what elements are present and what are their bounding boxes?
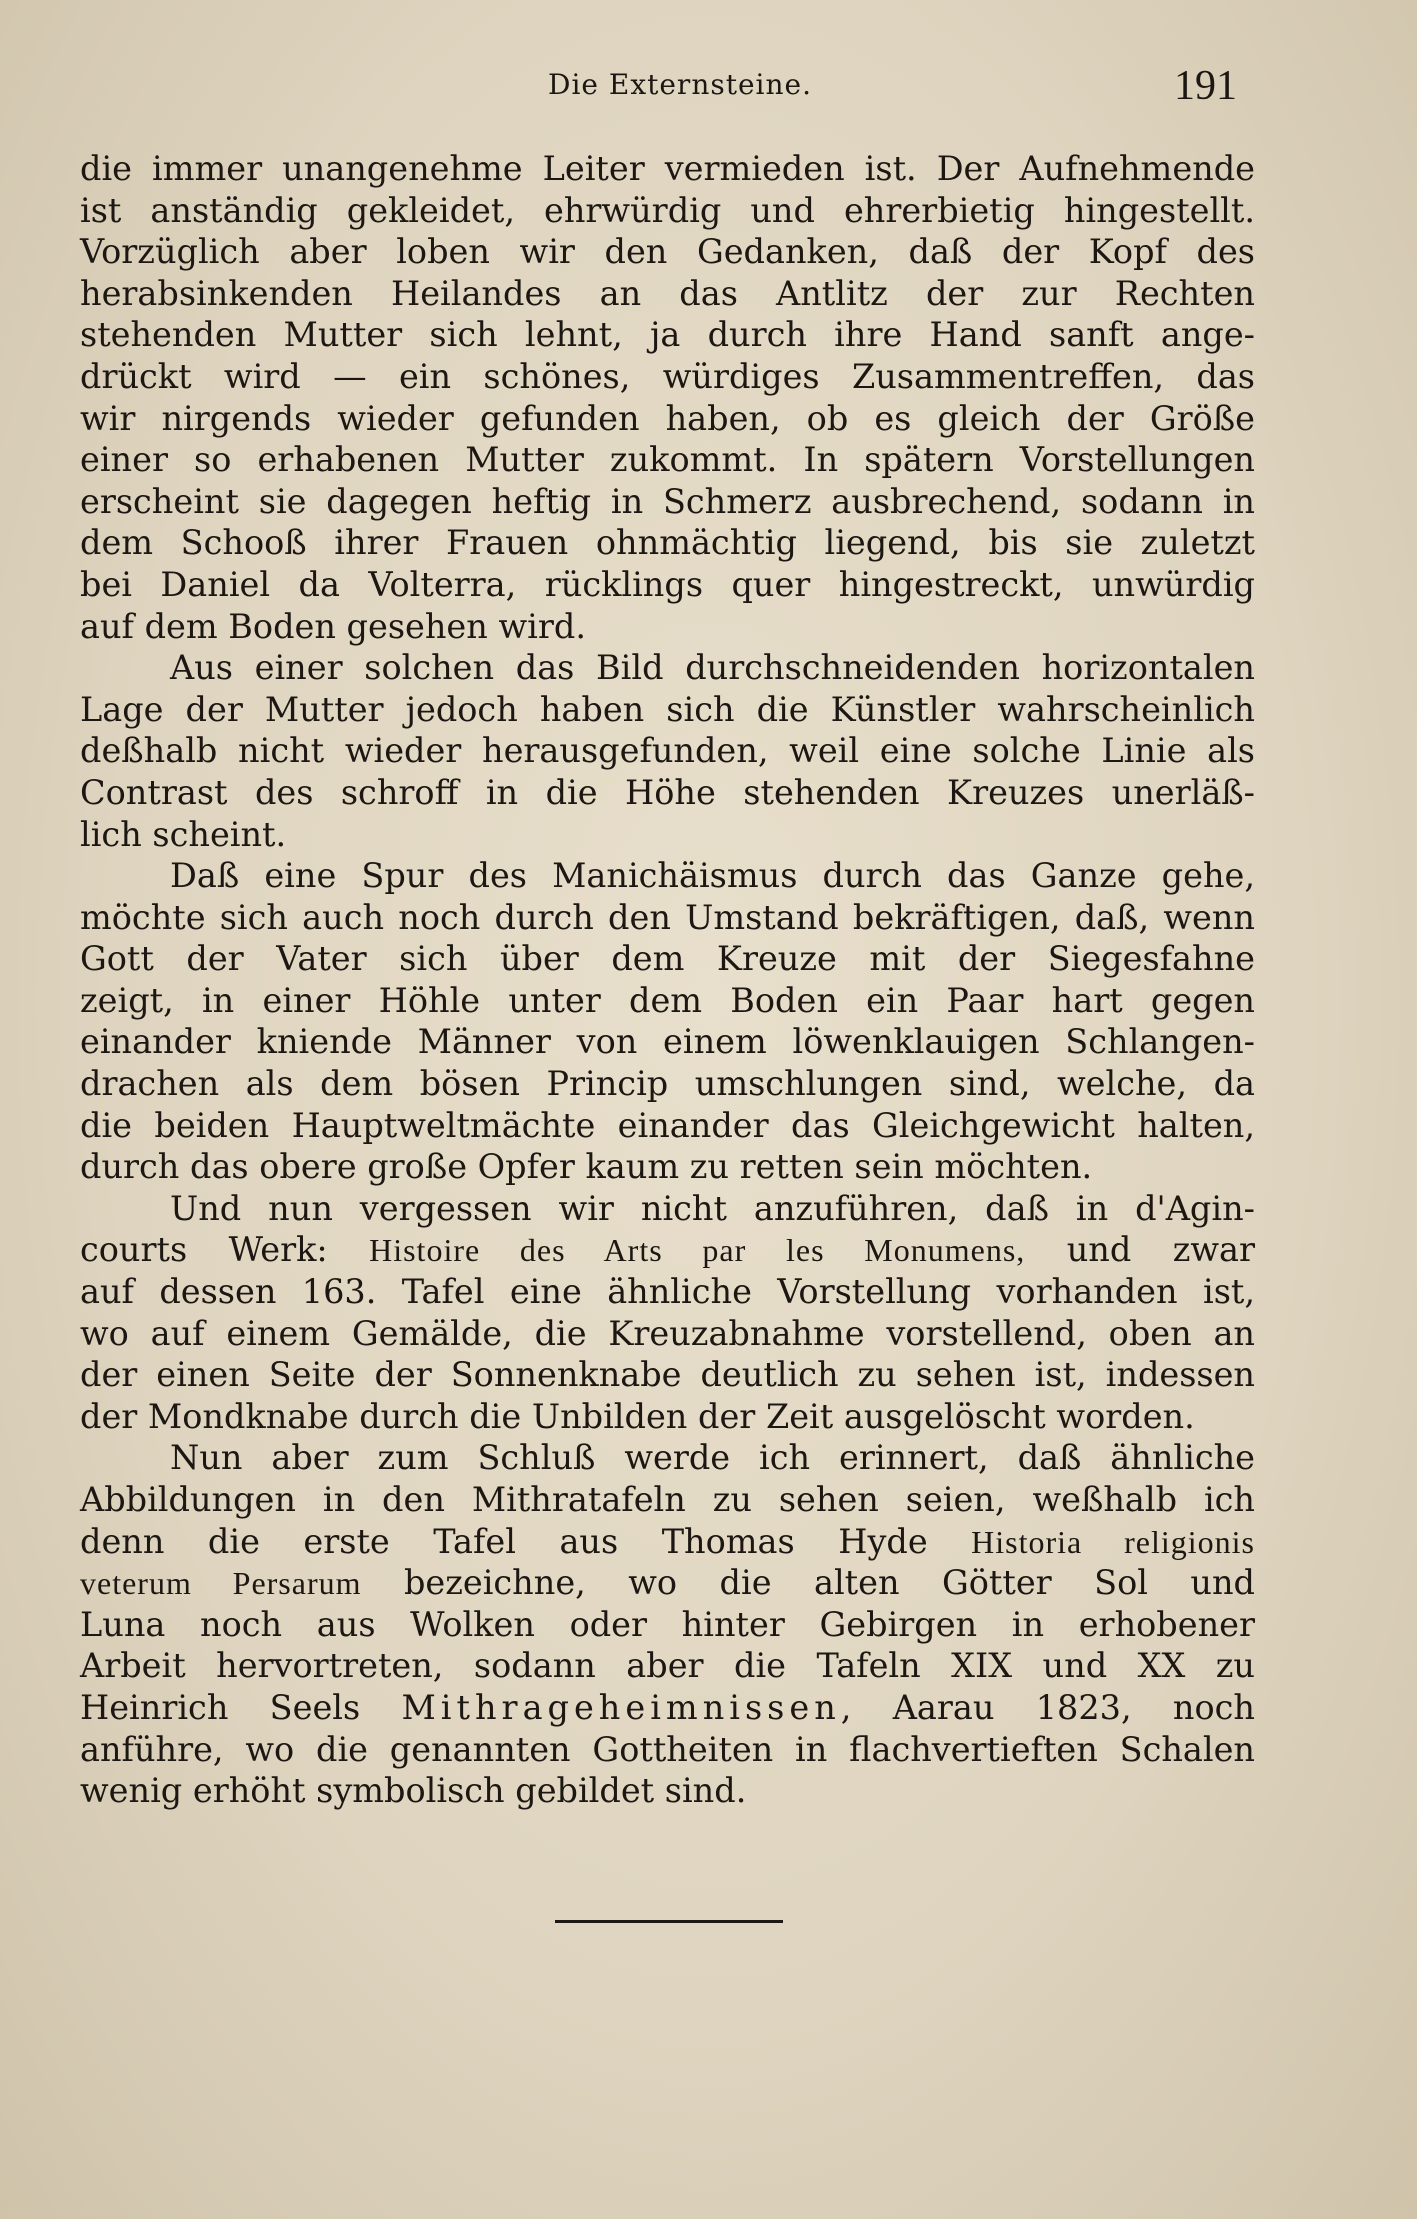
line-text: einander kniende Männer von einem löwenklauigen Schlangen- (80, 1022, 1255, 1062)
text-line (80, 273, 1255, 315)
text-line (80, 814, 1255, 856)
running-head (0, 62, 1417, 112)
antiqua-text: veterum Persarum (80, 1565, 362, 1602)
text-line (80, 772, 1255, 814)
text-line (80, 1729, 1255, 1771)
line-text: erscheint sie dagegen heftig in Schmerz ausbrechend, sodann in (80, 481, 1255, 521)
line-text: dem Schooß ihrer Frauen ohnmächtig liegend, bis sie zuletzt (80, 523, 1255, 563)
text-line (80, 522, 1255, 564)
line-text: wenig erhöht symbolisch gebildet sind. (80, 1771, 747, 1811)
line-text: , Aarau 1823, noch (840, 1687, 1256, 1727)
text-line (80, 1479, 1255, 1521)
line-text: wo auf einem Gemälde, die Kreuzabnahme vorstellend, oben an (80, 1313, 1255, 1353)
line-text: einer so erhabenen Mutter zukommt. In spätern Vorstellungen (80, 440, 1255, 480)
text-line (80, 1229, 1255, 1271)
text-line (80, 1604, 1255, 1646)
line-text: wir nirgends wieder gefunden haben, ob es gleich der Größe (80, 398, 1255, 438)
page-number: 191 (1174, 63, 1237, 109)
text-line (80, 689, 1255, 731)
text-line (80, 1770, 1255, 1812)
line-text: bezeichne, wo die alten Götter Sol und (361, 1563, 1256, 1603)
line-text: anführe, wo die genannten Gottheiten in flachvertieften Schalen (80, 1729, 1255, 1769)
text-line (80, 1188, 1255, 1230)
text-line (80, 730, 1255, 772)
text-line (80, 1645, 1255, 1687)
line-text: die beiden Hauptweltmächte einander das Gleichgewicht halten, (80, 1105, 1255, 1145)
line-text: Nun aber zum Schluß werde ich erinnert, daß ähnliche (170, 1438, 1255, 1478)
running-head-title: Die Externsteine. (548, 68, 812, 101)
text-line (80, 1521, 1255, 1563)
text-line (80, 148, 1255, 190)
text-line (80, 647, 1255, 689)
text-line (80, 1105, 1255, 1147)
text-line (80, 980, 1255, 1022)
line-text: zeigt, in einer Höhle unter dem Boden ein Paar hart gegen (80, 980, 1255, 1020)
text-line (80, 190, 1255, 232)
line-text: denn die erste Tafel aus Thomas Hyde (80, 1521, 972, 1561)
line-text: und zwar (1025, 1230, 1255, 1270)
text-line (80, 1063, 1255, 1105)
line-text: der Mondknabe durch die Unbilden der Zeit ausgelöscht worden. (80, 1396, 1195, 1436)
line-text: die immer unangenehme Leiter vermieden ist. Der Aufnehmende (80, 149, 1255, 188)
text-line (80, 398, 1255, 440)
text-line (80, 1562, 1255, 1604)
text-line (80, 897, 1255, 939)
line-text: Abbildungen in den Mithratafeln zu sehen seien, weßhalb ich (80, 1480, 1255, 1519)
text-line (80, 231, 1255, 273)
text-line (80, 1354, 1255, 1396)
line-text: drachen als dem bösen Princip umschlungen sind, welche, da (80, 1064, 1255, 1104)
line-text: lich scheint. (80, 814, 287, 854)
antiqua-text: Historia religionis (971, 1523, 1255, 1560)
text-line (80, 481, 1255, 523)
line-text: auf dem Boden gesehen wird. (80, 606, 586, 646)
line-text: Gott der Vater sich über dem Kreuze mit der Siegesfahne (80, 939, 1255, 979)
line-text: Heinrich Seels (80, 1687, 402, 1727)
line-text: drückt wird — ein schönes, würdiges Zusammentreffen, das (80, 356, 1255, 396)
body-text (80, 148, 1255, 1812)
line-text: deßhalb nicht wieder herausgefunden, weil eine solche Linie als (80, 731, 1255, 771)
text-line (80, 606, 1255, 648)
line-text: bei Daniel da Volterra, rücklings quer hingestreckt, unwürdig (80, 564, 1255, 604)
spaced-text: Mithrageheimnissen (401, 1687, 841, 1727)
antiqua-text: Histoire des Arts par les Monumens, (369, 1232, 1026, 1269)
text-line (80, 1437, 1255, 1479)
line-text: stehenden Mutter sich lehnt, ja durch ihre Hand sanft ange- (80, 315, 1255, 355)
line-text: auf dessen 163. Tafel eine ähnliche Vorstellung vorhanden ist, (80, 1272, 1255, 1312)
text-line (80, 855, 1255, 897)
text-line (80, 1396, 1255, 1438)
text-line (80, 1146, 1255, 1188)
text-line (80, 1687, 1255, 1729)
line-text: Luna noch aus Wolken oder hinter Gebirgen in erhobener (80, 1604, 1255, 1644)
line-text: courts Werk: (80, 1230, 370, 1270)
line-text: möchte sich auch noch durch den Umstand bekräftigen, daß, wenn (80, 897, 1255, 937)
text-line (80, 1313, 1255, 1355)
line-text: Aus einer solchen das Bild durchschneidenden horizontalen (170, 648, 1255, 688)
line-text: Daß eine Spur des Manichäismus durch das Ganze gehe, (170, 856, 1255, 896)
line-text: herabsinkenden Heilandes an das Antlitz der zur Rechten (80, 273, 1255, 313)
text-line (80, 1021, 1255, 1063)
line-text: Lage der Mutter jedoch haben sich die Künstler wahrscheinlich (80, 689, 1255, 729)
line-text: ist anständig gekleidet, ehrwürdig und ehrerbietig hingestellt. (80, 190, 1255, 230)
text-line (80, 564, 1255, 606)
line-text: Arbeit hervortreten, sodann aber die Tafeln XIX und XX zu (80, 1646, 1255, 1686)
line-text: Und nun vergessen wir nicht anzuführen, daß in d'Agin- (170, 1188, 1255, 1228)
text-line (80, 314, 1255, 356)
text-line (80, 1271, 1255, 1313)
end-rule (555, 1920, 783, 1923)
line-text: durch das obere große Opfer kaum zu retten sein möchten. (80, 1147, 1093, 1187)
text-line (80, 938, 1255, 980)
line-text: Contrast des schroff in die Höhe stehenden Kreuzes unerläß- (80, 772, 1255, 812)
line-text: Vorzüglich aber loben wir den Gedanken, daß der Kopf des (80, 232, 1255, 272)
text-line (80, 356, 1255, 398)
line-text: der einen Seite der Sonnenknabe deutlich zu sehen ist, indessen (80, 1355, 1255, 1395)
text-line (80, 439, 1255, 481)
